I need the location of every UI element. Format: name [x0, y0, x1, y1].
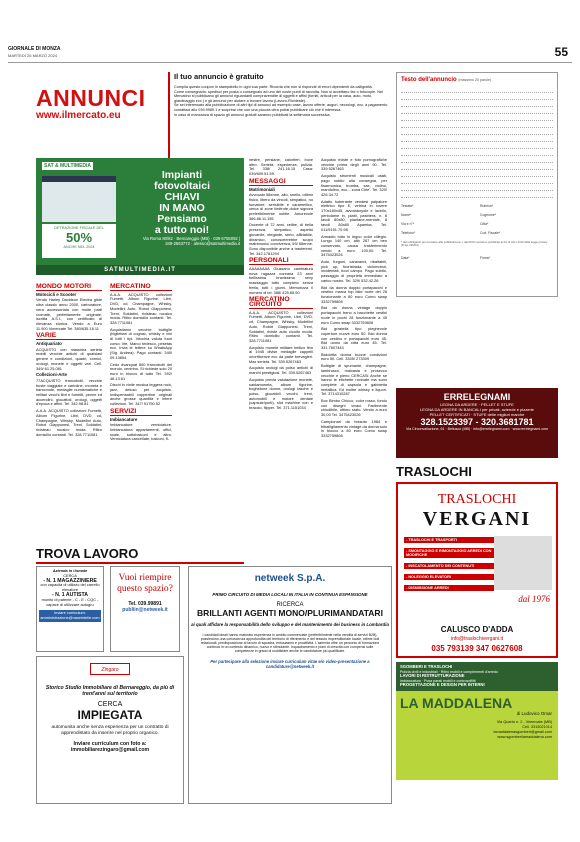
section-servizi: SERVIZI — [110, 410, 172, 416]
sat-headline-line: a tutto noi! — [154, 224, 210, 236]
intro-paragraph: Compila questo coupon in stampatello in ogni sua parte. Ricorda che non si risponde di errori dipendenti da calligrafia. — [174, 85, 373, 89]
coupon-line[interactable] — [401, 163, 553, 170]
coupon-line[interactable] — [401, 100, 553, 107]
madd-line: Imbiancatura · Posa parati mobili e controsoffitti — [400, 678, 476, 683]
madd-email[interactable]: lamaddalenasgomberi@gmail.com — [493, 729, 552, 734]
sat-address: Via Roma 80/82 · Bernareggio (MB) · 039 6755092 | 349-2563772 · alessio@satmultimedia.it — [142, 236, 240, 246]
classified-ad: A.A.A. ACQUISTO collezioni Fumetti, Album Figurine, Libri, DVD, cd, Champagne, Whisky, Modellini Auto, Robot Giapponesi, Treni, Soldatini, riviste auto cicuito moda. Ritiro domicilio contanti. Tel. 328.7711081 — [249, 309, 313, 343]
usmate-role-2: - N. 1 AUTISTA — [51, 591, 89, 598]
page-number: 55 — [554, 45, 568, 59]
subsection-imbiancature: Imbiancature — [110, 416, 138, 422]
usmate-cerca: CERCA — [63, 572, 77, 578]
annunci-url[interactable]: www.ilmercato.eu — [36, 110, 121, 121]
coupon-field-rubrica[interactable]: Rubrica* — [480, 204, 494, 208]
coupon-line[interactable] — [401, 107, 553, 114]
madd-line: SGOMBERI E TRASLOCHI — [400, 664, 453, 669]
vergani-email[interactable]: info@traslochivergani.it — [450, 636, 504, 642]
coupon-line[interactable] — [401, 184, 553, 191]
ad-space-question: Vuoi riempire questo spazio? — [117, 573, 173, 594]
issue-date: MARTEDÌ 26 MARZO 2024 — [8, 53, 58, 58]
coupon-line[interactable] — [401, 156, 553, 163]
section-mercatino-circuito: MERCATINO CIRCUITO — [249, 298, 313, 308]
promo-percent: 50% — [65, 230, 93, 245]
classified-ad: Campionari da tessuto 1984 e biballigliamento vintage da donna solo in blocco a 80 euro Como swap 3332759808 — [321, 418, 387, 438]
coupon-field-data[interactable]: Data* — [401, 255, 410, 260]
zingaro-cerca: CERCA — [97, 701, 123, 708]
classified-ad: A.A.A. ACQUISTO collezioni Fumetti, Album Figurine, Libri, DVD, cd, Champagne, Whisky, Modellini Auto, Robot Giapponesi, Treni, Soldatini, rivisteau rocalco moda. Ritiro domicilio contanti. Tel. 328.7711081 — [110, 291, 172, 325]
service-item: - DISMISSIONE ARREDI — [404, 585, 494, 591]
sat-multimedia-ad — [36, 158, 244, 275]
classified-ad: A.A.A. ACQUISTO collezioni Fumetti, Album Figurine, Libri, DVD, cd, Champagne, Whisky, Modellini Auto, Robot Giapponesi, Treni, Soldatini, rivisteau rocalco moda. Ritiro domicilio contanti. Tel. 328.7711081 — [36, 408, 102, 437]
usmate-contact[interactable]: Inviare curriculum: amministrazione@naseintelle.com — [40, 610, 100, 621]
maddalena-services — [396, 662, 558, 691]
netweek-closing[interactable]: Per partecipare alla selezione inviare curriculum vitae e/o video-presentazione a candidature@netweek.it — [210, 658, 370, 669]
newspaper-name: GIORNALE DI MONZA — [8, 46, 61, 52]
maddalena-owner: di Ludovico Omar — [516, 710, 552, 716]
intro-paragraph: Come consegnarlo: spedisci per posta o consegnalo ad uno dei nostri punti di raccolta. Non si accettano fax o fotocopie. Nel Mercatino si pubblicano gli annunci riguardanti compravendite di oggetti e affini (forniti, articoli per la casa, auto, moto, giardinaggio ecc.) e gli annunci per aiutare a trovare lavoro (Lavoro-Richieste). — [174, 89, 383, 103]
classified-ad: Bici da donna doppio portapacchi e cestino marca top bike ruote del 26 funzionante a 60 euro Como swap 3332759808 — [321, 284, 387, 304]
classified-ad: AAAAAAAA Giussano cambiatura nova ragazza coreana 23 anni bellissima bravissima sexy massaggio tutto completo senza fretta, tutti i giorni. Memorizza il numero di tel. 388/ 425.65.90 — [249, 266, 313, 295]
classified-ad: ACQUISTO con massima serietà mobili vecchie antichi di qualsiasi genere e condizioni, quadri, cornici, orologi, monete e oggetti vari. Cell. 349/ 61.25.081 — [36, 346, 102, 371]
netweek-body: I candidati ideali hanno maturato esperienza in ambito commerciale (preferibilmente nella vendita di servizi B2B), possiedono una conoscenza approfondita del territorio di riferimento e del tessuto imprenditoriale locale, ottime doti relazionali, predisposizione al lavoro di squadra, entusiasmo e proattività. L'azienda offre un percorso di formazione continua in un contesto dinamico, nuovo e stimolante. Inquadramento e piani di crescita con compensi sulle competenze in grado di soddisfare anche le candidature più qualificate. — [200, 632, 380, 654]
vergani-services — [404, 537, 494, 591]
usmate-title: Azienda in Usmate — [52, 568, 88, 573]
classified-ad: Vendo Harley Davidson Electra glide ultra classic anno 2000, carburatore, nera accessoriata con molte parti cromate, perfettamente originale, iscritta A.S.I., con certificato di rilevanza storica. Vendo a Euro 11.900 Vimercate Tel. 380/635.18.11 — [36, 297, 102, 331]
sat-headline-line: fotovoltaici — [153, 180, 210, 192]
trova-lavoro-band — [36, 546, 244, 564]
zingaro-role: IMPIEGATA — [77, 708, 143, 722]
errel-sub: PELLET CERTIFICATI · STUFE delle migliori marche — [429, 412, 525, 417]
traslochi-band — [396, 464, 558, 480]
classified-ad: Imbiancature verniciature. Imbiancatura appartamenti, uffici, scale, sottobalconi e altro. Verniciatura cancellate, balconi, fi- — [110, 422, 172, 442]
service-item: - INSCATOLAMENTO DEI CONTENUTI — [404, 563, 494, 569]
house-icon — [42, 182, 116, 222]
sat-site[interactable]: SATMULTIMEDIA.IT — [36, 265, 244, 275]
coupon-field-via[interactable]: Via e n°* — [401, 222, 415, 226]
madd-line: PROGETTAZIONE E DESIGN PER INTERNI — [400, 682, 485, 687]
coupon-line[interactable] — [401, 149, 553, 156]
sat-headline-line: Impianti — [161, 169, 203, 181]
coupon-line[interactable] — [401, 135, 553, 142]
job-ad-usmate — [36, 566, 104, 652]
classified-ad: 77ACQUISTO francobolli, vecchie buste viaggiate e cartoline, moneta e banconote, medaglie numismatiche e militari vecchi libri e fumetti, penne ed accendini, giocattoli, orologi, oggetti d'epoca e affini. Tel. 342.98.81 — [36, 377, 102, 407]
section-varie: VARIE — [36, 334, 102, 340]
madd-phone[interactable]: Cell. 3315021014 — [522, 724, 552, 729]
madd-address: Via Quarto n. 2 - Vimercate (MB) — [496, 719, 552, 724]
classified-ad: Acquistiamo vecchie bottiglie (bigliettari di cognac, whisky e vini di tutti i tipi. Vecchia valuta fuori corso: lire, Marco tedesco, pesetas ecc. Invia le lettere su WhatsApp (Sig. Andrea). Pago contanti. 349/ 09.13854 — [110, 326, 172, 360]
section-mercatino: MERCATINO — [110, 285, 172, 291]
madd-line: LAVORI DI RISTRUTTURAZIONE — [400, 673, 465, 678]
service-item: - TRASLOCHI E TRASPORTI — [404, 537, 494, 543]
free-ad-intro — [168, 72, 390, 170]
coupon-note: (massimo 20 parole) — [458, 78, 492, 82]
netweek-detail: ai quali affidare la responsabilità dello sviluppo e del mantenimento dei business in Lombardia — [191, 621, 389, 627]
coupon-text-lines[interactable] — [401, 86, 553, 198]
zingaro-headline: Storico Studio Immobiliare di Bernareggio, da più di trent'anni sul territorio — [45, 685, 175, 697]
usmate-role-1: - N. 1 MAGAZZINIERE — [43, 577, 97, 584]
section-messaggi: MESSAGGI — [249, 180, 313, 186]
classified-column-4 — [321, 158, 387, 541]
errel-phone[interactable]: 328.1523397 - 320.3681781 — [420, 417, 534, 427]
subsection-antiquariato: Antiquariato — [36, 341, 62, 347]
netweek-logo: netweek S.p.A. — [254, 573, 326, 584]
ad-coupon — [396, 72, 558, 297]
classified-column-3 — [249, 158, 313, 541]
sat-headline-line: Pensiamo — [157, 213, 207, 225]
coupon-line[interactable] — [401, 170, 553, 177]
sat-headline — [126, 170, 238, 236]
madd-line: Pulizia civili e industriali · Ritiro mobili e complementi d'arredo — [400, 669, 498, 674]
vergani-t2: VERGANI — [422, 508, 532, 530]
zingaro-desc: automunita anche senza esperienza per un contratto di apprendistato da inserire nel proprio organico. — [51, 725, 169, 736]
classified-ad: Bottiglie di spumante, champagne, lambrusco, malvasia e prosecco vecchie e pieno CERCASI Anche se hanno le etichette rovinate ma sono complete di capsula e gabbietta metallica. Ed inoltre whisky e liquori. Tel. 3714310287 — [321, 363, 387, 397]
maddalena-ad — [396, 662, 558, 780]
zingaro-logo: Zingaro — [90, 663, 130, 675]
coupon-line[interactable] — [401, 114, 553, 121]
classified-ad: Box Bimbo Chicco, color rosso, fondo con disegni vivaci. Facilmente chiudibile, ottimo stato. Vendo a euro 30,00 Tel. 3475423026 — [321, 398, 387, 418]
coupon-field-testata[interactable]: Testata* — [401, 204, 414, 208]
coupon-field-cognome[interactable]: Cognome* — [480, 213, 497, 217]
classified-ad: Auto, furgoni, caravanni, ribaltabili, pick up, fuoristrada, ciclomotori, incidentati, fuori campo. Pago subito, passaggio di proprietà immediato a carico nostro. Tel. 329/ 532.42.26 — [321, 259, 387, 283]
vergani-phones[interactable]: 035 793139 347 0627608 — [431, 644, 523, 653]
annunci-title: ANNUNCI — [36, 85, 146, 111]
classified-ad: Bici graziella tipo pieghevole coperture nuove euro 50. Bici donna con cestino e portapacchi euro 45. Bici uomo da città euro 45. Tel. 331.7607443 — [321, 326, 387, 351]
classified-column-1 — [36, 282, 102, 542]
maddalena-name: LA MADDALENA — [400, 694, 513, 711]
usmate-role-2-desc: munito di patente - C - E - CQC - capace di utilizzare autogru — [41, 596, 99, 607]
coupon-field-nome[interactable]: Nome* — [401, 213, 412, 217]
coupon-field-firma[interactable]: Firma* — [480, 255, 490, 260]
classified-ad: Bici da donna vintage doppio portapacchi freno a bacchette cestini ruote in pochi 28 funzionante a 45 euro Como swap 3332759808 — [321, 305, 387, 325]
sat-headline-line: IN MANO — [159, 202, 205, 214]
classified-ad: Docente di 72 anni, celibe, di bella presenza, simpatico, aspetto giovanile, elegante, serio, affidabile, dinamico, conosceerebbe scopo matrimonio/ convivenza, 59/ 68enne. Sono disponibile anche a trasferirmi. Tel. 342.1781294 — [249, 222, 313, 256]
classified-ad: Acquisto orologi da polso antichi di marchi prestigiosi. Tel. 339.5267463 — [249, 365, 313, 376]
promo-foot: ANCHE NEL 2024 — [63, 245, 95, 249]
promo-small: DETRAZIONE FISCALE DEL — [54, 226, 104, 230]
classified-ad: Cedo dvanquat 800 francobolli del mondo, centrino. Si richiede solo 20 euro in blocco di tutto Tel. 392/ 48.13.61 — [110, 361, 172, 381]
classified-ad: Avvocato 58enne, alto, snello, ottimo fisico, libero da vincoli, simpatico, no fumatore, sensibile e caramellico, cerca di zone limitrofe dolce signora preferibilmente nubile. Amorevole 366.86.11.155 — [249, 192, 313, 221]
coupon-line[interactable] — [401, 93, 553, 100]
errelegnami-ad — [396, 388, 558, 458]
classified-ad: Acquisto monete militare bellico fino al 1945 divise medaglie cappelli onorificenze ecc da parte brevagieri. Max serietà. Tel. 339.5267463 — [249, 344, 313, 364]
tax-promo — [42, 224, 116, 258]
classified-ad: Acquisto riviste e foto pornografiche vecchie prima degli anni 90. Tel. 339.5267463 — [321, 157, 387, 172]
errel-sub: LEGNA DA ARDERE · PELLET E STUFE — [440, 402, 514, 407]
service-item: - SMONTAGGIO E RIMONTAGGIO ARREDI CON MODIFICHE — [404, 548, 494, 558]
section-personali: PERSONALI — [249, 259, 313, 265]
netweek-ricerca: RICERCA — [276, 601, 304, 608]
classified-ad: Acquisto strumenti musicali usati, pago subito alla consegna, per fisarmonica, tromba, sax, violino, mandolino, ecc... zona Cirle'. Tel. 320/ 426.34.72 — [321, 173, 387, 197]
coupon-title-text: Testo dell'annuncio — [401, 77, 457, 83]
classified-ad: Dischi in vinile musica leggera rock, jazz, deluso per acquisto. Indispensabili coppertine originali anche grosse quantità e intere collezioni. Tel. 347/ 91750.52 — [110, 382, 172, 407]
sat-headline-line: CHIAVI — [164, 191, 200, 203]
subsection-matrimoniali: Matrimoniali — [249, 186, 275, 192]
intro-title: Il tuo annuncio è gratuito — [174, 72, 264, 81]
annunci-logo — [36, 86, 154, 121]
classified-ad: nestre, persiane, caloriferi, boxe altro. Serietà, esperienza, pulizia. Tel. 338/ 241.16.15 Casa: 039/609.51.59. — [249, 157, 313, 177]
coupon-fine-print: * dati obbligatori per prendere alla pubblicazione. I dati NON verranno pubblicati ai fini di tutti i diritti della legge privacy (D.lgs 196/03) — [401, 240, 548, 248]
netweek-job-ad — [188, 566, 392, 804]
section-mondo-motori: MONDO MOTORI — [36, 285, 102, 291]
coupon-field-telefono[interactable]: Telefono* — [401, 231, 416, 235]
coupon-line[interactable] — [401, 177, 553, 184]
subsection-collezioni: Collezioni-Arte — [36, 372, 67, 378]
zingaro-job-ad — [36, 656, 184, 804]
service-item: - NOLEGGIO ELEVATORI — [404, 574, 494, 580]
ad-space-email[interactable]: publiin@netweek.it — [122, 607, 168, 613]
vergani-ad — [396, 482, 558, 658]
coupon-line[interactable] — [401, 121, 553, 128]
vergani-town: CALUSCO D'ADDA — [440, 625, 514, 634]
netweek-lead: PRIMO CIRCUITO DI MEDIA LOCALI IN ITALIA IN CONTINUA ESPANSIONE — [212, 592, 368, 597]
trova-lavoro-title: TROVA LAVORO — [36, 546, 139, 561]
errel-address: Via Circonvallazione, 61 · Bellusco (MB) · info@errelegnami.com · www.errelegnami.com — [406, 427, 548, 431]
subsection-moto: Motocicli e Scooter — [36, 291, 77, 297]
coupon-line[interactable] — [401, 142, 553, 149]
header-divider — [8, 62, 572, 63]
ad-space-promo — [110, 566, 180, 652]
madd-site[interactable]: www.sgomberilamaddalena.com — [497, 734, 552, 739]
classified-ad: Bicicletta donna buone condizioni euro 50. Cell. 3335/ 273309 — [321, 351, 387, 362]
usmate-role-1-desc: con capacità di utilizzo del carrello elevatore — [40, 582, 100, 593]
ad-space-phone[interactable]: Tel. 039.99891 — [128, 601, 162, 607]
coupon-line[interactable] — [401, 86, 553, 93]
truck-icon — [494, 536, 552, 590]
netweek-role: BRILLANTI AGENTI MONO/PLURIMANDATARI — [197, 607, 383, 618]
classified-ad: Acquisto previa valutazione monete, santamoneta, album figurine, boghetone donne, orologi tasche e polso, giocattoli vecchi, treni, automobili e motore dentale (capsule/porti), slot machine con e braccio, flipper. Tel. 371.1151034 — [249, 376, 313, 411]
traslochi-title: TRASLOCHI — [396, 464, 472, 479]
vergani-t1: TRASLOCHI — [437, 492, 517, 507]
classified-column-2 — [110, 282, 172, 542]
maddalena-contacts — [396, 720, 558, 740]
zingaro-contact[interactable]: Inviare curriculum con foto a: immobiliarezingaro@gmail.com — [70, 740, 150, 753]
coupon-title — [401, 77, 553, 83]
errel-sub: LEGNA DA ARDERE IN BANCALI per privati, aziende e pizzerie — [420, 407, 534, 412]
classified-ad: Armadio tutto in legno color ciliegio. Lungo 140 cm, alto 267 cm ben conservato, causa trasferimento vendo a euro 100,00. Tel. 3475423026 — [321, 233, 387, 258]
classified-ad: Adatto hoberante vendesi palpatore elettrico tipo E, vetrina in rovere 170x180x45, avvolatoryole e lavello, pentolame in, piatti, pastriera, n. 8 tavoli 80x80, piantane-mentale, 8 tavoli 80x80 Apamba. Tel. 011/9191.70.98 — [321, 198, 387, 232]
coupon-line[interactable] — [401, 191, 553, 198]
intro-paragraph: In caso di mancanza di spazio gli annunci gratuiti saranno pubblicati la settimana successiva. — [174, 112, 331, 117]
coupon-field-codfiscale[interactable]: Cod. Fiscale* — [480, 231, 501, 235]
coupon-field-citta[interactable]: Città* — [480, 222, 489, 226]
vergani-since: dal 1976 — [518, 594, 550, 604]
errel-title: ERRELEGNAMI — [443, 392, 511, 402]
intro-paragraph: Se sei interessato alla pubblicazione di altri tipi di annunci ad esempio case, lavoro offerte, auguri, necrologi, ecc. a pagamento contattaci allo 039.9989.1 e scoprirai che con una piccola cifra potrai pubblicare ciò che ti interessa. — [174, 103, 388, 112]
sat-brand: SAT & MULTIMEDIA — [44, 163, 92, 169]
coupon-line[interactable] — [401, 128, 553, 135]
